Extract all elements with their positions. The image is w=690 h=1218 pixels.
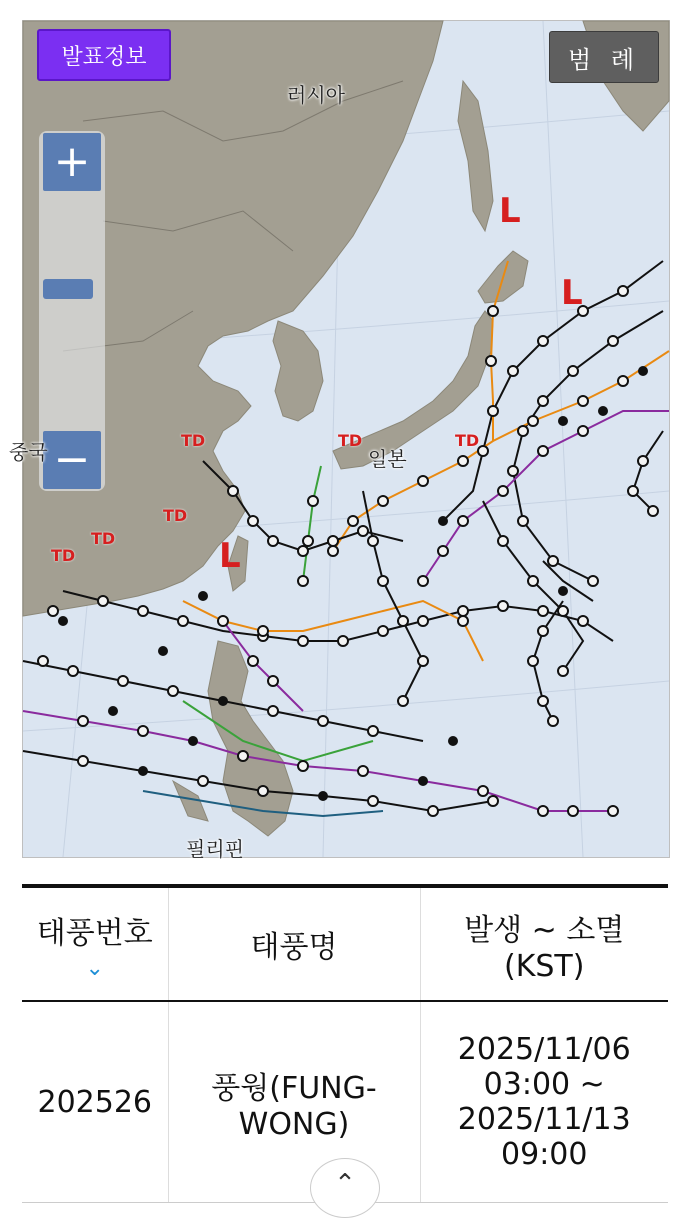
zoom-out-button[interactable]: − [43,431,101,489]
sort-chevron-down-icon[interactable]: ⌄ [85,955,104,981]
cell-typhoon-number: 202526 [22,1001,168,1203]
td-marker[interactable]: TD [51,546,76,565]
zoom-in-button[interactable]: + [43,133,101,191]
label-russia: 러시아 [287,83,345,107]
td-marker[interactable]: TD [163,506,188,525]
chevron-up-icon: ⌃ [334,1169,356,1199]
table-header-row [22,886,668,1001]
typhoon-table [22,884,668,1203]
header-number-label: 태풍번호 [36,915,153,951]
typhoon-track-map[interactable] [9,20,670,861]
header-typhoon-name: 태풍명 [168,886,420,1001]
low-pressure-marker[interactable]: L [561,273,583,313]
label-china: 중국 [9,440,48,464]
label-philippines: 필리핀 [186,837,244,861]
cell-period: 2025/11/06 03:00 ~ 2025/11/13 09:00 [420,1001,668,1203]
announcement-info-button[interactable]: 발표정보 [37,29,171,81]
header-period: 발생 ~ 소멸 (KST) [420,886,668,1001]
td-marker[interactable]: TD [91,529,116,548]
zoom-slider-handle[interactable] [43,279,93,299]
header-typhoon-number[interactable] [22,886,168,1001]
low-pressure-marker[interactable]: L [499,191,521,231]
td-marker[interactable]: TD [338,431,363,450]
legend-button[interactable]: 범 례 [549,31,659,83]
cell-typhoon-name[interactable]: 풍웡(FUNG-WONG) [168,1001,420,1203]
label-japan: 일본 [368,447,407,471]
low-pressure-marker[interactable]: L [219,536,241,576]
scroll-top-button[interactable] [310,1158,380,1218]
td-marker[interactable]: TD [181,431,206,450]
td-marker[interactable]: TD [455,431,480,450]
